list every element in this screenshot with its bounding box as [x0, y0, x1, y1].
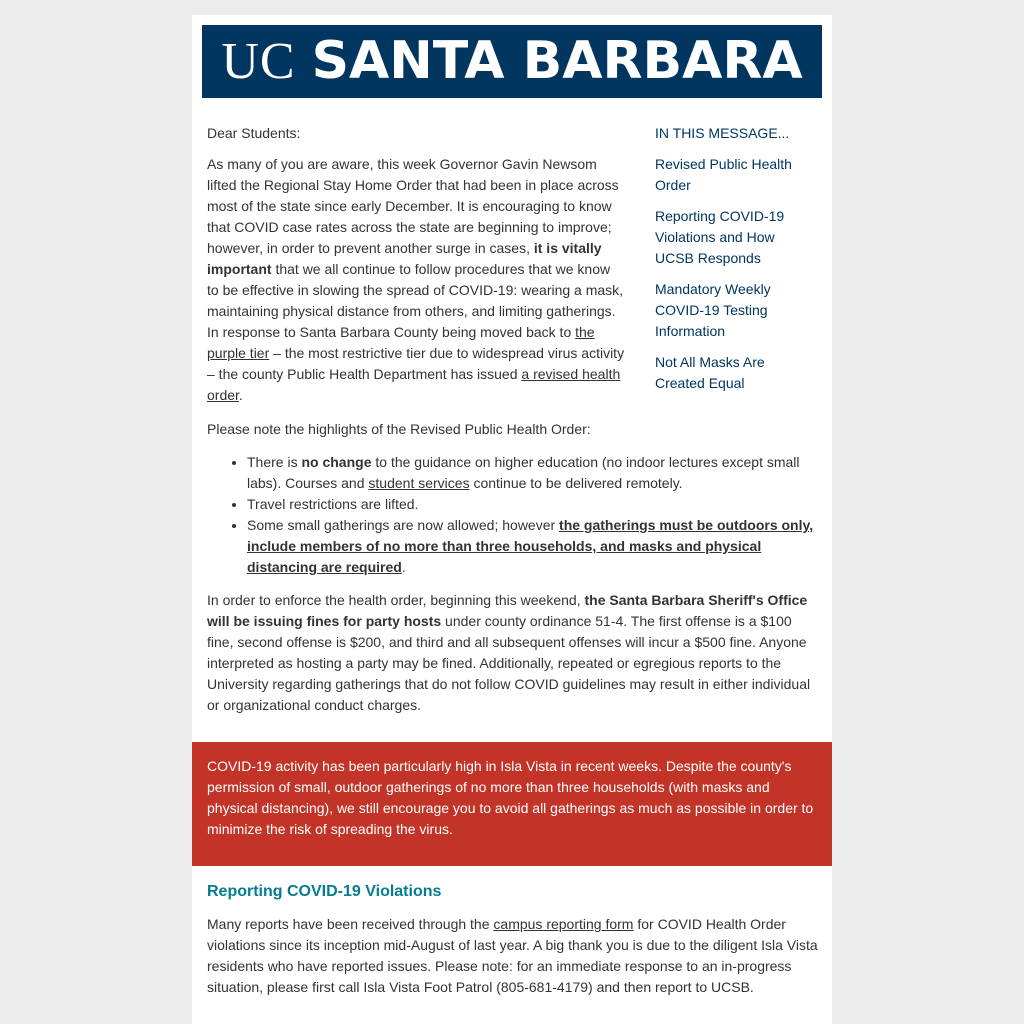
item-text: Travel restrictions are lifted. — [247, 496, 419, 512]
logo-santa-barbara: SANTA BARBARA — [311, 31, 803, 91]
intro-text-2: that we all continue to follow procedures that we know to be effective in slowing the spread of COVID-19: wearing a mask, maintaining physical distance from others, and limiting gatherings. In response to Santa Barbara County being moved back to — [207, 261, 624, 340]
intro-text-4: . — [238, 387, 243, 403]
intro-paragraph — [207, 154, 625, 406]
greeting: Dear Students: — [207, 125, 301, 141]
in-this-message-sidebar — [655, 123, 815, 404]
enforcement-section — [207, 590, 819, 716]
item-text: Some small gatherings are now allowed; however — [247, 517, 560, 533]
sidebar-link-reporting-violations[interactable]: Reporting COVID-19 Violations and How UCSB Responds — [655, 208, 785, 266]
revised-health-order-link[interactable]: a revised health order — [207, 366, 621, 403]
enforcement-bold: the Santa Barbara Sheriff's Office will be issuing fines for party hosts — [207, 592, 808, 629]
enforcement-paragraph — [207, 590, 819, 716]
purple-tier-link[interactable]: the purple tier — [207, 324, 595, 361]
item-bold: no change — [301, 454, 372, 470]
ucsb-banner — [202, 25, 822, 98]
intro-text-3: – the most restrictive tier due to widespread virus activity – the county Public Health Department has issued — [207, 345, 625, 382]
list-item — [247, 494, 819, 515]
sidebar-link-masks[interactable]: Not All Masks Are Created Equal — [655, 354, 765, 391]
item-text: . — [401, 559, 406, 575]
email-container — [192, 15, 832, 1024]
ucsb-logo — [221, 31, 803, 91]
highlights-intro: Please note the highlights of the Revised Public Health Order: — [207, 421, 591, 437]
intro-bold: it is vitally important — [207, 240, 602, 277]
reporting-text-2: for COVID Health Order violations since its inception mid-August of last year. A big thank you is due to the diligent Isla Vista residents who have reported issues. Please note: for an immediate response to an in-progress situation, please first call Isla Vista Foot Patrol (805-681-4179) and then report to UCSB. — [207, 916, 818, 995]
list-item — [247, 515, 819, 578]
item-text: continue to be delivered remotely. — [469, 475, 683, 491]
student-services-link[interactable]: student services — [368, 475, 470, 491]
logo-uc: UC — [221, 33, 296, 90]
gatherings-rules-link[interactable]: the gatherings must be outdoors only, include members of no more than three households, and masks and physical distancing are required — [247, 517, 814, 575]
enforcement-text-2: under county ordinance 51-4. The first offense is a $100 fine, second offense is $200, and third and all subsequent offenses will incur a $500 fine. Anyone interpreted as hosting a party may be fined. Additionally, repeated or egregious reports to the University regarding gatherings that do not follow COVID guidelines may result in either individual or organizational conduct charges. — [207, 613, 811, 713]
campus-reporting-form-link[interactable]: campus reporting form — [493, 916, 634, 932]
reporting-paragraph — [207, 914, 819, 998]
sidebar-heading: IN THIS MESSAGE... — [655, 125, 790, 141]
reporting-violations-heading: Reporting COVID-19 Violations — [207, 883, 442, 900]
highlights-section — [207, 419, 819, 578]
sidebar-link-weekly-testing[interactable]: Mandatory Weekly COVID-19 Testing Information — [655, 281, 771, 339]
alert-text: COVID-19 activity has been particularly high in Isla Vista in recent weeks. Despite the county's permission of small, outdoor gatherings of no more than three households (with masks and physical distancing), we still encourage you to avoid all gatherings as much as possible in order to minimize the risk of spreading the virus. — [207, 758, 814, 837]
list-item — [247, 452, 819, 494]
isla-vista-alert-box — [192, 742, 832, 866]
highlights-list — [207, 452, 819, 578]
sidebar-link-revised-order[interactable]: Revised Public Health Order — [655, 156, 792, 193]
item-text: to the guidance on higher education (no indoor lectures except small labs). Courses and — [247, 454, 800, 491]
intro-column — [207, 123, 625, 406]
reporting-text-1: Many reports have been received through the — [207, 916, 494, 932]
intro-text-1: As many of you are aware, this week Governor Gavin Newsom lifted the Regional Stay Home Order that had been in place across most of the state since early December. It is encouraging to know that COVID case rates across the state are beginning to improve; however, in order to prevent another surge in cases, — [207, 156, 619, 256]
enforcement-text-1: In order to enforce the health order, beginning this weekend, — [207, 592, 585, 608]
item-text: There is — [247, 454, 302, 470]
reporting-section — [207, 914, 819, 998]
